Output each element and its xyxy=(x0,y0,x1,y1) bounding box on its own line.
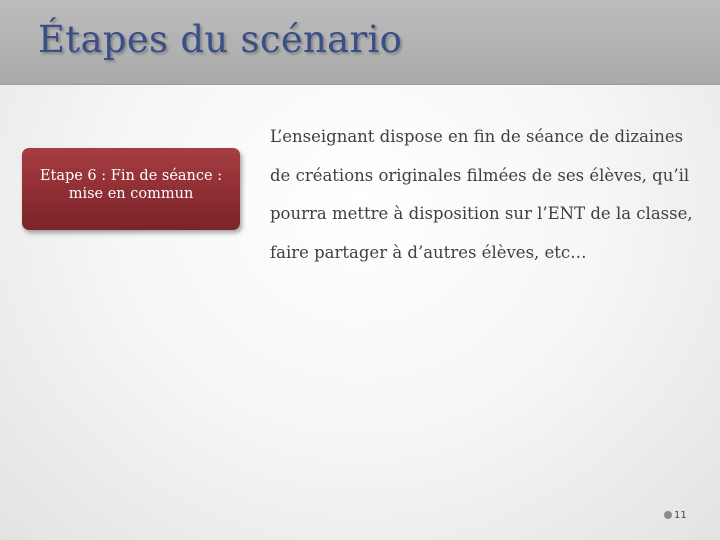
step-label xyxy=(22,167,240,203)
page-number-indicator xyxy=(664,508,687,522)
body-line-1: L’enseignant dispose en fin de séance de dizaines xyxy=(270,127,684,146)
slide-title: Étapes du scénario xyxy=(38,18,403,61)
body-line-3: pourra mettre à disposition sur l’ENT de la classe, xyxy=(270,204,693,223)
bullet-dot-icon xyxy=(664,511,672,519)
step-label-line-1: Etape 6 : Fin de séance : xyxy=(39,168,223,184)
body-paragraph xyxy=(270,118,710,272)
step-label-line-2: mise en commun xyxy=(68,186,194,202)
body-line-2: de créations originales filmées de ses élèves, qu’il xyxy=(270,165,690,185)
page-number: 11 xyxy=(674,509,687,521)
step-box xyxy=(22,148,240,230)
body-line-4: faire partager à d’autres élèves, etc… xyxy=(270,242,587,262)
